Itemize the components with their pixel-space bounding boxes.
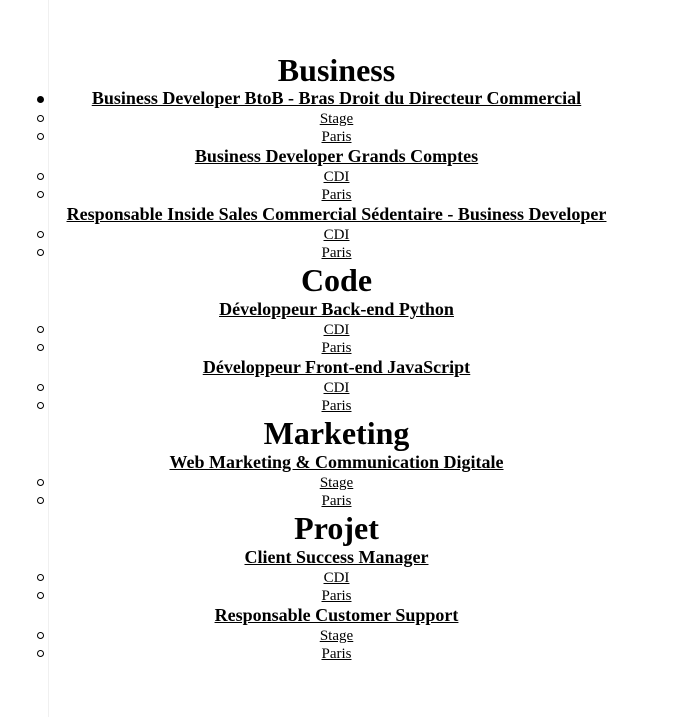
- job-location-link[interactable]: [0, 186, 673, 204]
- job-location-link[interactable]: [0, 339, 673, 357]
- job-contract-link[interactable]: [0, 110, 673, 128]
- job-link-developpeur-front-end-javascript[interactable]: Développeur Front-end JavaScript: [202, 357, 471, 377]
- section-heading-marketing: Marketing: [263, 415, 410, 451]
- job-contract-link[interactable]: [0, 627, 673, 645]
- location-link[interactable]: Paris: [321, 588, 352, 604]
- job-title-link[interactable]: [0, 146, 673, 167]
- job-title-link[interactable]: [0, 452, 673, 473]
- job-location-link[interactable]: [0, 492, 673, 510]
- location-link[interactable]: Paris: [321, 493, 352, 509]
- job-title-link[interactable]: [0, 299, 673, 320]
- job-link-web-marketing-communication[interactable]: Web Marketing & Communication Digitale: [169, 452, 504, 472]
- location-link[interactable]: Paris: [321, 245, 352, 261]
- contract-link[interactable]: Stage: [319, 475, 354, 491]
- job-location-link[interactable]: [0, 397, 673, 415]
- job-link-responsable-customer-support[interactable]: Responsable Customer Support: [214, 605, 459, 625]
- job-location-link[interactable]: [0, 244, 673, 262]
- contract-link[interactable]: CDI: [323, 380, 350, 396]
- job-link-client-success-manager[interactable]: Client Success Manager: [244, 547, 429, 567]
- job-contract-link[interactable]: [0, 168, 673, 186]
- job-contract-link[interactable]: [0, 226, 673, 244]
- section-heading-business: Business: [277, 52, 396, 88]
- job-location-link[interactable]: [0, 645, 673, 663]
- job-link-business-developer-btob[interactable]: Business Developer BtoB - Bras Droit du Directeur Commercial: [91, 88, 582, 108]
- job-contract-link[interactable]: [0, 474, 673, 492]
- contract-link[interactable]: CDI: [323, 227, 350, 243]
- contract-link[interactable]: CDI: [323, 322, 350, 338]
- job-contract-link[interactable]: [0, 379, 673, 397]
- job-link-responsable-inside-sales[interactable]: Responsable Inside Sales Commercial Sédentaire - Business Developer: [66, 204, 607, 224]
- job-contract-link[interactable]: [0, 321, 673, 339]
- location-link[interactable]: Paris: [321, 187, 352, 203]
- location-link[interactable]: Paris: [321, 646, 352, 662]
- location-link[interactable]: Paris: [321, 398, 352, 414]
- job-title-link[interactable]: [0, 88, 673, 109]
- job-contract-link[interactable]: [0, 569, 673, 587]
- job-title-link[interactable]: [0, 605, 673, 626]
- location-link[interactable]: Paris: [321, 129, 352, 145]
- contract-link[interactable]: Stage: [319, 111, 354, 127]
- contract-link[interactable]: Stage: [319, 628, 354, 644]
- job-title-link[interactable]: [0, 204, 673, 225]
- contract-link[interactable]: CDI: [323, 570, 350, 586]
- location-link[interactable]: Paris: [321, 340, 352, 356]
- job-location-link[interactable]: [0, 128, 673, 146]
- job-location-link[interactable]: [0, 587, 673, 605]
- job-title-link[interactable]: [0, 357, 673, 378]
- section-heading-code: Code: [300, 262, 373, 298]
- contract-link[interactable]: CDI: [323, 169, 350, 185]
- job-link-developpeur-back-end-python[interactable]: Développeur Back-end Python: [219, 299, 454, 319]
- job-title-link[interactable]: [0, 547, 673, 568]
- section-heading-projet: Projet: [294, 510, 379, 546]
- job-link-business-developer-grands-comptes[interactable]: Business Developer Grands Comptes: [194, 146, 479, 166]
